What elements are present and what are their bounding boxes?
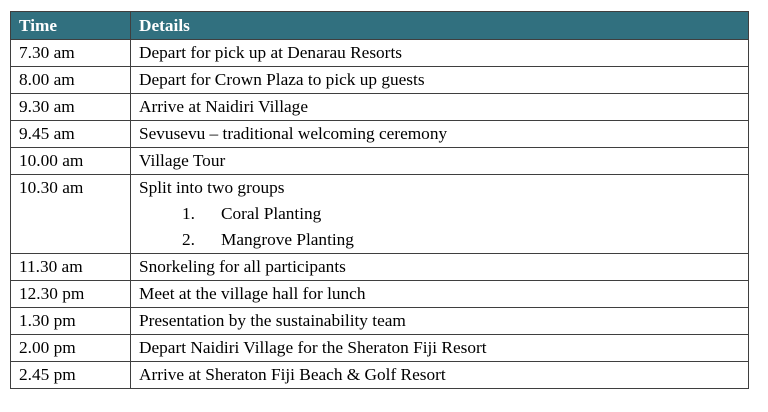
time-cell: 1.30 pm (11, 308, 131, 335)
details-cell (131, 175, 749, 254)
header-time: Time (11, 12, 131, 40)
table-row (11, 94, 749, 121)
details-cell: Presentation by the sustainability team (131, 308, 749, 335)
details-cell: Depart for pick up at Denarau Resorts (131, 40, 749, 67)
table-row (11, 335, 749, 362)
list-number: 2. (182, 230, 195, 249)
list-item (139, 201, 740, 227)
table-row (11, 175, 749, 254)
details-cell: Depart Naidiri Village for the Sheraton Fiji Resort (131, 335, 749, 362)
details-text: Split into two groups (139, 178, 285, 197)
schedule-table (10, 11, 749, 389)
time-cell: 8.00 am (11, 67, 131, 94)
header-details: Details (131, 12, 749, 40)
time-cell: 11.30 am (11, 254, 131, 281)
group-list (139, 201, 740, 253)
time-cell: 7.30 am (11, 40, 131, 67)
header-row (11, 12, 749, 40)
time-cell: 9.45 am (11, 121, 131, 148)
table-row (11, 148, 749, 175)
list-item (139, 227, 740, 253)
time-cell: 2.45 pm (11, 362, 131, 389)
list-text: Mangrove Planting (221, 230, 354, 249)
list-number: 1. (182, 204, 195, 223)
table-row (11, 281, 749, 308)
details-cell: Arrive at Naidiri Village (131, 94, 749, 121)
table-body (11, 40, 749, 389)
details-cell: Sevusevu – traditional welcoming ceremony (131, 121, 749, 148)
table-row (11, 362, 749, 389)
time-cell: 10.30 am (11, 175, 131, 254)
time-cell: 2.00 pm (11, 335, 131, 362)
table-header (11, 12, 749, 40)
table-row (11, 308, 749, 335)
details-cell: Arrive at Sheraton Fiji Beach & Golf Resort (131, 362, 749, 389)
list-text: Coral Planting (221, 204, 322, 223)
details-cell: Meet at the village hall for lunch (131, 281, 749, 308)
time-cell: 9.30 am (11, 94, 131, 121)
table-row (11, 67, 749, 94)
table-row (11, 40, 749, 67)
table-row (11, 254, 749, 281)
details-cell: Depart for Crown Plaza to pick up guests (131, 67, 749, 94)
table-row (11, 121, 749, 148)
details-cell: Snorkeling for all participants (131, 254, 749, 281)
details-cell: Village Tour (131, 148, 749, 175)
time-cell: 12.30 pm (11, 281, 131, 308)
time-cell: 10.00 am (11, 148, 131, 175)
